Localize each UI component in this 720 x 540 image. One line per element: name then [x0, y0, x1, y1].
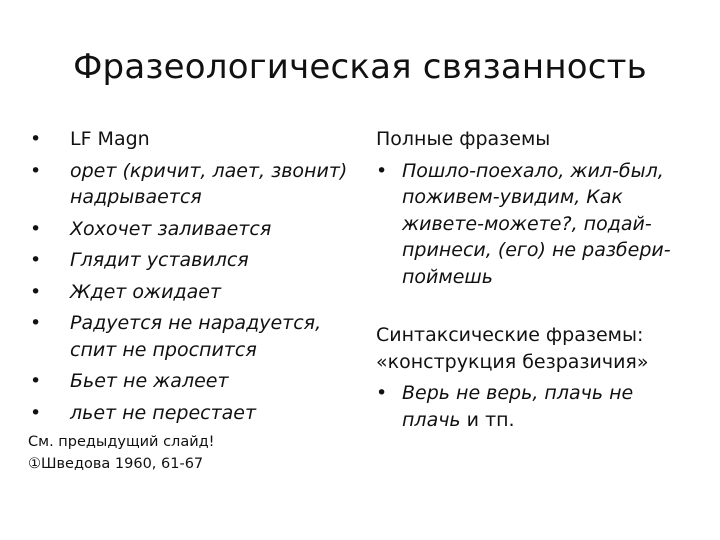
- right-column: [376, 126, 696, 438]
- bullet-icon: •: [30, 128, 42, 150]
- syntactic-phrasemes-heading: Синтаксические фраземы:: [376, 324, 644, 346]
- bullet-icon: •: [30, 280, 42, 303]
- bullet-icon: •: [30, 217, 42, 240]
- list-item-text: Радуется не нарадуется, спит не проспится: [70, 312, 322, 361]
- full-phrasemes-heading: Полные фраземы: [376, 128, 551, 150]
- list-item-text: Бьет не жалеет: [70, 370, 229, 392]
- list-item-text-rest: и тп.: [460, 408, 515, 431]
- list-item: [28, 126, 358, 153]
- list-item: [28, 400, 358, 427]
- note-line-previous-slide: См. предыдущий слайд!: [28, 434, 215, 450]
- list-item: [28, 279, 358, 306]
- reference-note: [28, 431, 358, 475]
- full-phrasemes-block: [376, 126, 696, 290]
- syntactic-phrasemes-block: [376, 322, 696, 433]
- bullet-icon: •: [30, 370, 42, 392]
- bullet-icon: •: [30, 249, 42, 271]
- list-item-text: Пошло-поехало, жил-был, поживем-увидим, Как живете-можете?, подай-принеси, (его) не разбери-поймешь: [402, 159, 671, 288]
- list-item-text: LF Magn: [70, 128, 150, 150]
- full-phrasemes-list: [376, 158, 696, 291]
- list-item-text: льет не перестает: [70, 401, 257, 424]
- slide-title: Фразеологическая связанность: [73, 47, 647, 87]
- left-bullet-list: [28, 126, 358, 426]
- list-item: [28, 216, 358, 243]
- bullet-icon: •: [30, 159, 42, 182]
- list-item: [28, 247, 358, 274]
- syntactic-phrasemes-subheading: «конструкция безразичия»: [376, 350, 649, 373]
- note-line-citation: ①Шведова 1960, 61-67: [28, 456, 204, 472]
- bullet-icon: •: [30, 312, 42, 334]
- list-item: [28, 368, 358, 395]
- list-item-text: Ждет ожидает: [70, 280, 222, 303]
- list-item-text: Хохочет заливается: [70, 217, 272, 240]
- list-item-text: орет (кричит, лает, звонит) надрывается: [70, 159, 348, 208]
- list-item-text: Глядит уставился: [70, 249, 249, 271]
- list-item: [376, 158, 696, 291]
- list-item: [28, 158, 358, 211]
- list-item: [28, 310, 358, 363]
- list-item: [376, 380, 696, 433]
- left-column: [28, 126, 358, 475]
- list-item-text-italic: Верь не верь, плачь не плачь: [402, 382, 634, 431]
- syntactic-phrasemes-list: [376, 380, 696, 433]
- bullet-icon: •: [376, 382, 388, 404]
- bullet-icon: •: [376, 159, 388, 182]
- bullet-icon: •: [30, 401, 42, 424]
